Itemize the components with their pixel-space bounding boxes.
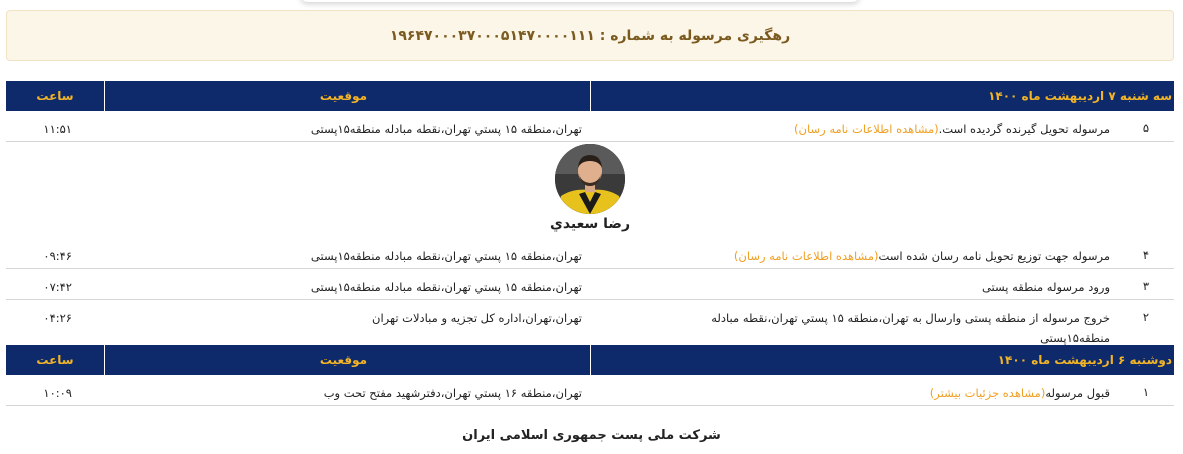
day-date: دوشنبه ۶ اردیبهشت ماه ۱۴۰۰ [590,345,1174,375]
event-location: تهران،تهران،اداره کل تجزیه و مبادلات تهران [372,311,582,325]
tracking-banner [6,10,1174,61]
more-details-link[interactable]: (مشاهده جزئیات بیشتر) [929,386,1046,400]
event-location: تهران،منطقه ۱۵ پستي تهران،نقطه مبادله منطقه۱۵پستی [310,122,582,136]
location-column-header: موقعیت [104,345,590,375]
event-description: خروج مرسوله از منطقه پستی وارسال به تهران،منطقه ۱۵ پستي تهران،نقطه مبادله منطقه۱۵پستی [711,311,1110,345]
event-status: قبول مرسوله [1045,386,1110,400]
event-number: ۳ [1142,279,1150,293]
event-description: ورود مرسوله منطقه پستی [981,280,1110,294]
footer-text: شرکت ملی پست جمهوری اسلامی ایران [462,428,721,443]
event-description [590,244,1118,268]
event-location: تهران،منطقه ۱۵ پستي تهران،نقطه مبادله منطقه۱۵پستی [310,249,582,263]
table-row [6,375,1174,406]
top-tab-shadow [300,0,860,2]
courier-info-link[interactable]: (مشاهده اطلاعات نامه رسان) [794,122,939,136]
table-row [6,111,1174,142]
courier-info-link[interactable]: (مشاهده اطلاعات نامه رسان) [733,249,879,263]
event-time: ۰۹:۴۶ [43,249,72,263]
time-column-header: ساعت [36,353,74,367]
courier-name: رضا سعيدي [549,216,631,232]
tracking-table-day2 [6,345,1174,406]
tracking-title: رهگیری مرسوله به شماره : ۱۹۶۴۷۰۰۰۳۷۰۰۰۵۱۴۷۰۰۰۰۱۱۱ [389,27,791,44]
courier-photo-row [6,142,1174,244]
day-header-row [6,81,1174,111]
event-number: ۵ [1142,121,1150,135]
event-location: تهران،منطقه ۱۶ پستي تهران،دفترشهید مفتح تحت وب [323,386,582,400]
event-time: ۱۱:۵۱ [43,122,72,136]
event-time: ۰۴:۲۶ [43,311,72,325]
event-time: ۰۷:۴۲ [43,280,72,294]
table-row [6,269,1174,300]
event-time: ۱۰:۰۹ [43,386,72,400]
location-column-header: موقعیت [104,81,590,111]
event-status: مرسوله تحویل گیرنده گردیده است. [938,122,1110,136]
time-column-header: ساعت [36,89,74,103]
table-row [6,244,1174,269]
event-description [590,375,1118,405]
day-header-row [6,345,1174,375]
event-location: تهران،منطقه ۱۵ پستي تهران،نقطه مبادله منطقه۱۵پستی [310,280,582,294]
day-date: سه شنبه ۷ اردیبهشت ماه ۱۴۰۰ [590,81,1174,111]
event-status: مرسوله جهت توزیع تحویل نامه رسان شده است [878,249,1110,263]
courier-photo [555,144,625,214]
event-number: ۱ [1142,385,1150,399]
event-number: ۴ [1142,248,1150,262]
avatar [555,144,625,214]
event-number: ۲ [1142,310,1150,324]
tracking-table-day1 [6,81,1174,352]
event-description [590,111,1118,141]
